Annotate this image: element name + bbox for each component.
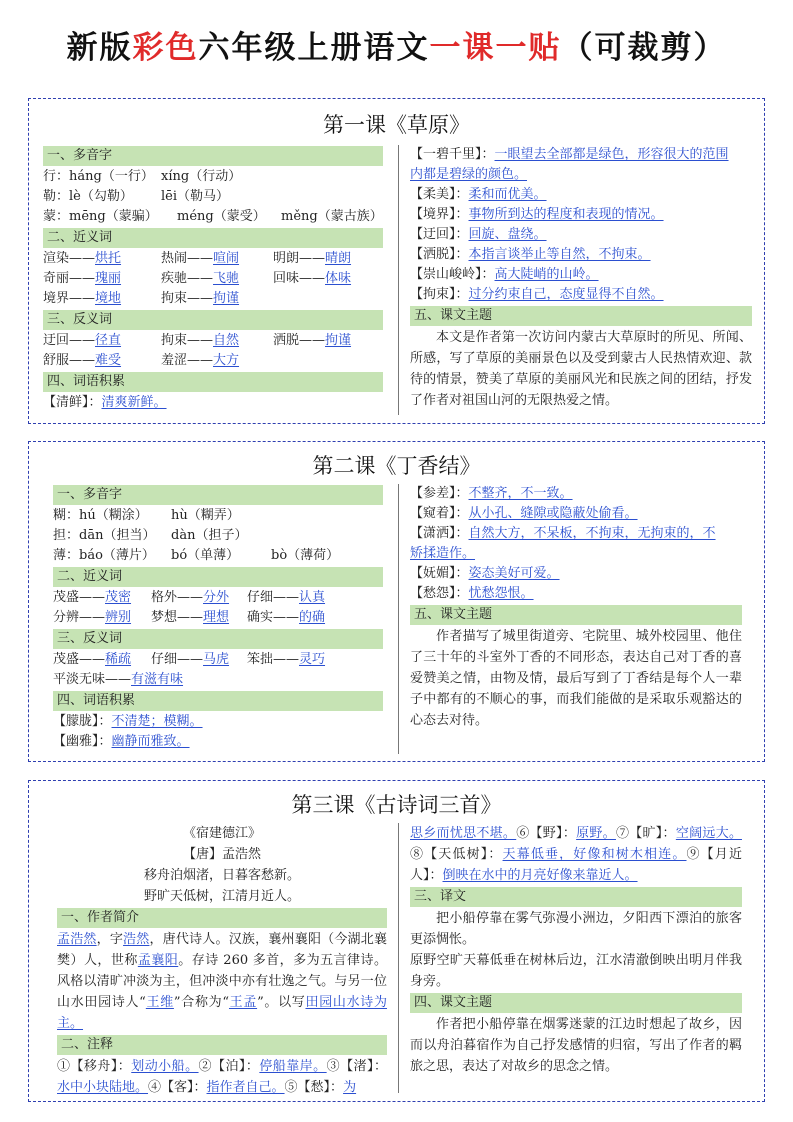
lesson-title: 第一课《草原》	[323, 113, 470, 137]
notes-paragraph: ①【移舟】：划动小船。②【泊】：停船靠岸。③【渚】：水中小块陆地。④【客】：指作者自己。⑤【愁】：为	[57, 1059, 387, 1095]
translation-line: 把小船停靠在雾气弥漫小洲边，夕阳西下漂泊的旅客更添惆怅。	[410, 911, 742, 947]
vocab-line: 矫揉造作。	[410, 546, 476, 561]
section-header: 五、课文主题	[410, 605, 742, 625]
vocab-line: 【拘束】：过分约束自己，态度显得不自然。	[410, 287, 664, 302]
vocab-line: 【幽雅】：幽静而雅致。	[53, 734, 190, 749]
lesson-title: 第三课《古诗词三首》	[291, 793, 502, 817]
column-divider	[398, 484, 399, 754]
vocab-line: 【愁怨】：忧愁怨恨。	[410, 586, 534, 601]
word-pair-line: 迂回——径直 拘束——自然 洒脱——拘谨	[43, 333, 352, 348]
title-part-4: 一课一贴	[429, 30, 562, 66]
section-header: 二、近义词	[53, 567, 383, 587]
vocab-line: 内都是碧绿的颜色。	[410, 167, 528, 182]
vocab-line: 【境界】：事物所到达的程度和表现的情况。	[410, 207, 664, 222]
section-header: 三、反义词	[53, 629, 383, 649]
vocab-line: 【潇洒】：自然大方，不呆板，不拘束，无拘束的，不	[410, 526, 716, 541]
notes-paragraph-continued: 思乡而忧思不堪。⑥【野】：原野。⑦【旷】：空阔远大。⑧【天低树】：天幕低垂，好像和树木相连。⑨【月近人】：倒映在水中的月亮好像来靠近人。	[410, 826, 742, 883]
lesson-right-column	[410, 484, 742, 731]
section-header: 四、词语积累	[53, 691, 383, 711]
poem-line: 野旷天低树，江清月近人。	[143, 889, 300, 904]
section-header: 四、课文主题	[410, 993, 742, 1013]
word-pair-line: 渲染——烘托 热闹——喧闹 明朗——晴朗	[43, 251, 352, 266]
section-header: 三、反义词	[43, 310, 383, 330]
lesson-right-column	[410, 823, 742, 1077]
word-pair-line: 舒服——难受 羞涩——大方	[43, 353, 240, 368]
section-header: 一、作者简介	[57, 908, 387, 928]
section-header: 二、注释	[57, 1035, 387, 1055]
vocab-line: 【迂回】：回旋、盘绕。	[410, 227, 547, 242]
polyphone-line: 薄：báo（薄片） bó（单薄） bò（薄荷）	[53, 548, 340, 563]
polyphone-line: 担：dān（担当） dàn（担子）	[53, 528, 248, 543]
page-title	[0, 22, 793, 78]
lesson-card-1	[28, 98, 765, 424]
word-pair-line: 奇丽——瑰丽 疾驰——飞驰 回味——体味	[43, 271, 352, 286]
theme-paragraph: 本文是作者第一次访问内蒙古大草原时的所见、所闻、所感，写了草原的美丽景色以及受到蒙古人民热情欢迎、款待的情景，赞美了草原的美丽风光和民族之间的团结，抒发了作者对祖国山河的无限热爱之情。	[410, 330, 752, 408]
section-header: 一、多音字	[43, 146, 383, 166]
theme-paragraph: 作者描写了城里街道旁、宅院里、城外校园里、他住了三十年的斗室外丁香的不同形态，表达自己对丁香的喜爱赞美之情，由物及情，最后写到了丁香结是每个人一辈子中都有的不顺心的事，而我们能做的是采取乐观豁达的心态去对待。	[410, 629, 742, 728]
lesson-card-3	[28, 780, 765, 1102]
title-part-3: 六年级上册语文	[198, 30, 430, 66]
lesson-right-column	[410, 145, 752, 411]
section-header: 四、词语积累	[43, 372, 383, 392]
vocab-line: 【洒脱】：本指言谈举止等自然，不拘束。	[410, 247, 651, 262]
vocab-line: 【参差】：不整齐，不一致。	[410, 486, 573, 501]
title-part-5: （可裁剪）	[561, 30, 727, 66]
translation-line: 原野空旷天幕低垂在树林后边，江水清澈倒映出明月伴我身旁。	[410, 953, 742, 989]
word-pair-line: 茂盛——稀疏 仔细——马虎 笨拙——灵巧	[53, 652, 326, 667]
vocab-line: 【清鲜】：清爽新鲜。	[43, 395, 167, 410]
column-divider	[398, 823, 399, 1093]
poem-author: 【唐】孟浩然	[182, 847, 261, 862]
word-pair-line: 平淡无味——有滋有味	[53, 672, 184, 687]
vocab-line: 【一碧千里】：一眼望去全部都是绿色，形容很大的范围	[410, 147, 729, 162]
section-header: 三、译文	[410, 887, 742, 907]
vocab-line: 【柔美】：柔和而优美。	[410, 187, 547, 202]
theme-paragraph: 作者把小船停靠在烟雾迷蒙的江边时想起了故乡，因而以舟泊暮宿作为自己抒发感情的归宿，写出了作者的羁旅之思，表达了对故乡的思念之情。	[410, 1017, 742, 1074]
word-pair-line: 茂盛——茂密 格外——分外 仔细——认真	[53, 590, 326, 605]
column-divider	[398, 145, 399, 415]
word-pair-line: 境界——境地 拘束——拘谨	[43, 291, 240, 306]
section-header: 一、多音字	[53, 485, 383, 505]
word-pair-line: 分辨——辨别 梦想——理想 确实——的确	[53, 610, 326, 625]
poem-title: 《宿建德江》	[182, 826, 261, 841]
lesson-card-2	[28, 441, 765, 762]
polyphone-line: 勒：lè（勾勒） lēi（勒马）	[43, 189, 230, 204]
section-header: 五、课文主题	[410, 306, 752, 326]
author-bio: 孟浩然，字浩然，唐代诗人。汉族，襄州襄阳（今湖北襄樊）人，世称孟襄阳。存诗 260 多首，多为五言律诗。风格以清旷冲淡为主，但冲淡中亦有壮逸之气。与另一位山水田园诗人“王维”合称为“王孟”。以写田园山水诗为主。	[57, 932, 387, 1031]
lesson-left-column	[53, 484, 383, 752]
polyphone-line: 行：háng（一行） xíng（行动）	[43, 169, 242, 184]
lesson-left-column	[43, 145, 383, 413]
section-header: 二、近义词	[43, 228, 383, 248]
lesson-title: 第二课《丁香结》	[312, 454, 481, 478]
vocab-line: 【朦胧】：不清楚；模糊。	[53, 714, 203, 729]
title-part-2: 彩色	[132, 30, 199, 66]
vocab-line: 【妩媚】：姿态美好可爱。	[410, 566, 560, 581]
polyphone-line: 糊：hú（糊涂） hù（糊弄）	[53, 508, 240, 523]
poem-line: 移舟泊烟渚，日暮客愁新。	[143, 868, 300, 883]
vocab-line: 【窥着】：从小孔、缝隙或隐蔽处偷看。	[410, 506, 638, 521]
lesson-left-column	[57, 823, 387, 1098]
polyphone-line: 蒙：mēng（蒙骗） méng（蒙受） měng（蒙古族）	[43, 209, 383, 224]
title-part-1: 新版	[66, 30, 133, 66]
vocab-line: 【崇山峻岭】：高大陡峭的山岭。	[410, 267, 599, 282]
